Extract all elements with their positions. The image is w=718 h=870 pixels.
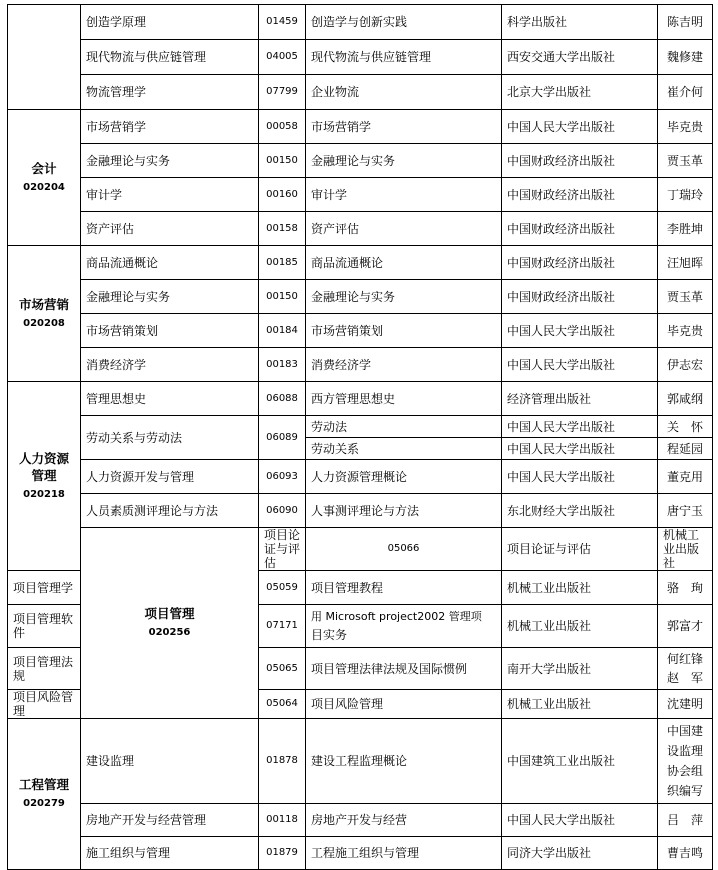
publisher: 南开大学出版社 (502, 648, 658, 690)
author: 毕克贵 (658, 110, 713, 144)
publisher: 西安交通大学出版社 (502, 40, 658, 75)
major-cell (81, 528, 259, 719)
publisher: 中国财政经济出版社 (502, 246, 658, 280)
major-name: 工程管理 (18, 777, 69, 792)
publisher: 科学出版社 (502, 5, 658, 40)
author (658, 719, 713, 804)
table-row (8, 40, 713, 75)
textbook-title: 项目管理教程 (306, 571, 502, 605)
course-name: 施工组织与管理 (81, 837, 259, 870)
course-name: 项目管理软件 (8, 605, 81, 648)
course-name: 项目管理法规 (8, 648, 81, 690)
author: 贾玉革 (658, 144, 713, 178)
major-name-line-1: 人力资源 (18, 450, 69, 466)
textbook-title: 消费经济学 (306, 348, 502, 382)
course-code: 01879 (259, 837, 306, 870)
author: 丁瑞玲 (658, 178, 713, 212)
textbook-title: 创造学与创新实践 (306, 5, 502, 40)
publisher: 中国财政经济出版社 (502, 212, 658, 246)
major-cell (8, 246, 81, 382)
author-line-4: 织编写 (666, 784, 703, 798)
textbook-title: 西方管理思想史 (306, 382, 502, 416)
table-row (8, 528, 713, 571)
course-name: 项目风险管理 (8, 690, 81, 719)
publisher: 机械工业出版社 (658, 528, 713, 571)
major-cell (8, 382, 81, 571)
textbook-title: 人事测评理论与方法 (306, 494, 502, 528)
textbook-title (306, 605, 502, 648)
course-code: 06089 (259, 416, 306, 460)
author-line-1: 中国建 (666, 724, 703, 738)
course-name: 劳动关系与劳动法 (81, 416, 259, 460)
textbook-title: 审计学 (306, 178, 502, 212)
course-code: 01878 (259, 719, 306, 804)
course-name: 人力资源开发与管理 (81, 460, 259, 494)
publisher: 经济管理出版社 (502, 382, 658, 416)
table-row (8, 178, 713, 212)
table-row (8, 280, 713, 314)
textbook-title: 项目论证与评估 (502, 528, 658, 571)
table-row (8, 144, 713, 178)
course-code: 00118 (259, 804, 306, 837)
course-code: 00183 (259, 348, 306, 382)
course-code: 00058 (259, 110, 306, 144)
textbook-title: 项目管理法律法规及国际惯例 (306, 648, 502, 690)
author (658, 648, 713, 690)
course-code: 01459 (259, 5, 306, 40)
publisher: 中国人民大学出版社 (502, 804, 658, 837)
course-name: 房地产开发与经营管理 (81, 804, 259, 837)
major-name: 项目管理 (144, 606, 195, 621)
course-name: 项目管理学 (8, 571, 81, 605)
publisher: 机械工业出版社 (502, 571, 658, 605)
publisher: 机械工业出版社 (502, 605, 658, 648)
publisher: 中国财政经济出版社 (502, 178, 658, 212)
course-name: 管理思想史 (81, 382, 259, 416)
textbook-title: 人力资源管理概论 (306, 460, 502, 494)
author: 关 怀 (658, 416, 713, 438)
textbook-title: 市场营销学 (306, 110, 502, 144)
course-name: 建设监理 (81, 719, 259, 804)
textbook-title: 劳动关系 (306, 438, 502, 460)
publisher: 东北财经大学出版社 (502, 494, 658, 528)
major-code: 020279 (23, 798, 65, 809)
major-code: 020256 (148, 627, 191, 638)
course-code: 00160 (259, 178, 306, 212)
course-code: 06093 (259, 460, 306, 494)
author: 郭咸纲 (658, 382, 713, 416)
major-code: 020218 (23, 488, 65, 500)
major-name: 市场营销 (18, 296, 69, 312)
textbook-title: 项目风险管理 (306, 690, 502, 719)
textbook-title: 工程施工组织与管理 (306, 837, 502, 870)
course-name: 现代物流与供应链管理 (81, 40, 259, 75)
course-code: 05064 (259, 690, 306, 719)
author: 唐宁玉 (658, 494, 713, 528)
textbook-title-line-2: 目实务 (311, 628, 348, 642)
author: 汪旭晖 (658, 246, 713, 280)
major-code: 020204 (23, 181, 65, 193)
table-row (8, 804, 713, 837)
table-row (8, 460, 713, 494)
textbook-title: 商品流通概论 (306, 246, 502, 280)
publisher: 同济大学出版社 (502, 837, 658, 870)
course-name: 项目论证与评估 (259, 528, 306, 571)
author-line-2: 设监理 (666, 744, 703, 758)
textbook-title: 市场营销策划 (306, 314, 502, 348)
publisher: 机械工业出版社 (502, 690, 658, 719)
course-code: 06088 (259, 382, 306, 416)
course-code: 00150 (259, 144, 306, 178)
course-code: 00158 (259, 212, 306, 246)
table-row (8, 110, 713, 144)
author: 陈吉明 (658, 5, 713, 40)
textbook-title: 现代物流与供应链管理 (306, 40, 502, 75)
author: 崔介何 (658, 75, 713, 110)
course-name: 资产评估 (81, 212, 259, 246)
course-code: 05065 (259, 648, 306, 690)
textbook-title: 劳动法 (306, 416, 502, 438)
course-code: 04005 (259, 40, 306, 75)
textbook-title: 金融理论与实务 (306, 144, 502, 178)
course-name: 市场营销学 (81, 110, 259, 144)
author: 毕克贵 (658, 314, 713, 348)
course-code: 00185 (259, 246, 306, 280)
author: 沈建明 (658, 690, 713, 719)
table-row (8, 719, 713, 804)
author: 贾玉革 (658, 280, 713, 314)
publisher: 中国人民大学出版社 (502, 110, 658, 144)
textbook-title-line-1: 用 Microsoft project2002 管理项 (311, 610, 482, 623)
author-line-2: 赵 军 (666, 671, 703, 685)
author: 郭富才 (658, 605, 713, 648)
table-row (8, 837, 713, 870)
course-code: 06090 (259, 494, 306, 528)
table-row (8, 75, 713, 110)
course-name: 物流管理学 (81, 75, 259, 110)
major-cell-continued (8, 5, 81, 110)
course-name: 消费经济学 (81, 348, 259, 382)
course-name: 金融理论与实务 (81, 280, 259, 314)
textbook-title: 金融理论与实务 (306, 280, 502, 314)
publisher: 中国人民大学出版社 (502, 460, 658, 494)
publisher: 中国财政经济出版社 (502, 280, 658, 314)
table-row (8, 314, 713, 348)
publisher: 中国建筑工业出版社 (502, 719, 658, 804)
major-name-line-2: 管理 (31, 467, 57, 483)
publisher: 中国人民大学出版社 (502, 438, 658, 460)
course-name: 金融理论与实务 (81, 144, 259, 178)
course-name: 创造学原理 (81, 5, 259, 40)
table-row (8, 382, 713, 416)
course-code: 05059 (259, 571, 306, 605)
author: 曹吉鸣 (658, 837, 713, 870)
publisher: 中国人民大学出版社 (502, 348, 658, 382)
publisher: 中国人民大学出版社 (502, 314, 658, 348)
author: 李胜坤 (658, 212, 713, 246)
table-row (8, 494, 713, 528)
course-code: 00184 (259, 314, 306, 348)
publisher: 中国人民大学出版社 (502, 416, 658, 438)
table-row (8, 416, 713, 438)
table-row (8, 348, 713, 382)
textbook-title: 建设工程监理概论 (306, 719, 502, 804)
major-code: 020208 (23, 317, 65, 329)
author: 魏修建 (658, 40, 713, 75)
author: 吕 萍 (658, 804, 713, 837)
major-name: 会计 (31, 160, 57, 176)
course-code: 07171 (259, 605, 306, 648)
author: 董克用 (658, 460, 713, 494)
author: 程延园 (658, 438, 713, 460)
table-row (8, 212, 713, 246)
author-line-3: 协会组 (666, 764, 703, 778)
course-code: 00150 (259, 280, 306, 314)
course-name: 市场营销策划 (81, 314, 259, 348)
course-name: 审计学 (81, 178, 259, 212)
publisher: 北京大学出版社 (502, 75, 658, 110)
major-cell (8, 719, 81, 870)
table-row (8, 5, 713, 40)
course-name: 商品流通概论 (81, 246, 259, 280)
author: 伊志宏 (658, 348, 713, 382)
publisher: 中国财政经济出版社 (502, 144, 658, 178)
textbook-table (7, 4, 713, 870)
course-code: 07799 (259, 75, 306, 110)
table-row (8, 246, 713, 280)
course-code: 05066 (306, 528, 502, 571)
textbook-title: 房地产开发与经营 (306, 804, 502, 837)
textbook-title: 企业物流 (306, 75, 502, 110)
textbook-title: 资产评估 (306, 212, 502, 246)
author: 骆 珣 (658, 571, 713, 605)
author-line-1: 何红锋 (666, 652, 703, 666)
course-name: 人员素质测评理论与方法 (81, 494, 259, 528)
major-cell (8, 110, 81, 246)
